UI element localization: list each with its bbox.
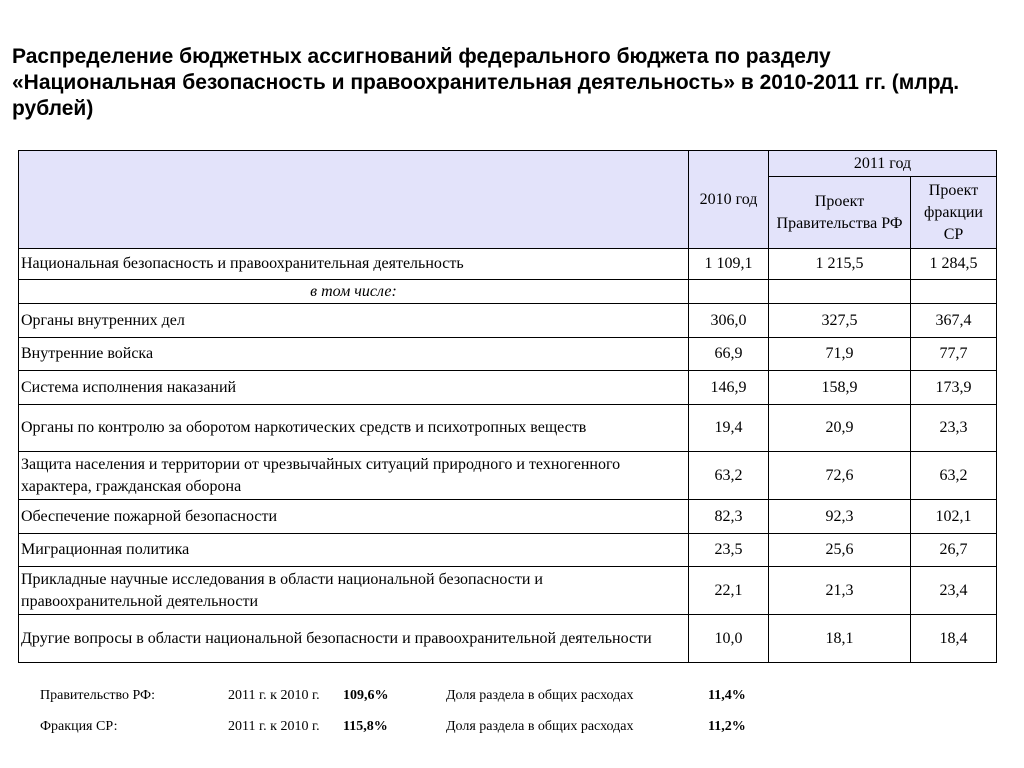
row-value-gov: 327,5 <box>769 304 911 338</box>
row-value-2010: 306,0 <box>689 304 769 338</box>
share-text: Доля раздела в общих расходах <box>446 719 634 734</box>
empty-cell <box>689 280 769 304</box>
row-value-sr: 77,7 <box>911 338 997 371</box>
share-text: Доля раздела в общих расходах <box>446 688 634 703</box>
share-value: 11,4% <box>708 688 746 703</box>
row-value-sr: 63,2 <box>911 452 997 500</box>
total-row-gov: 1 215,5 <box>769 249 911 280</box>
row-name: Миграционная политика <box>19 534 689 567</box>
empty-cell <box>911 280 997 304</box>
row-value-2010: 66,9 <box>689 338 769 371</box>
header-2011: 2011 год <box>769 151 997 177</box>
row-value-gov: 25,6 <box>769 534 911 567</box>
row-value-gov: 158,9 <box>769 371 911 405</box>
row-value-sr: 26,7 <box>911 534 997 567</box>
ratio-text: 2011 г. к 2010 г. <box>228 719 320 734</box>
row-value-sr: 173,9 <box>911 371 997 405</box>
header-blank-cell <box>19 151 689 249</box>
table-row <box>19 371 997 405</box>
row-name: Органы внутренних дел <box>19 304 689 338</box>
row-value-2010: 23,5 <box>689 534 769 567</box>
page-title: Распределение бюджетных ассигнований федерального бюджета по разделу «Национальная безопасность и правоохранительная деятельность» в 2010-2011 гг. (млрд. рублей) <box>12 45 960 120</box>
row-name: Система исполнения наказаний <box>19 371 689 405</box>
row-value-gov: 21,3 <box>769 567 911 615</box>
row-value-sr: 18,4 <box>911 615 997 663</box>
header-sr-project: Проект фракции СР <box>911 177 997 249</box>
row-name: Внутренние войска <box>19 338 689 371</box>
row-value-sr: 23,3 <box>911 405 997 452</box>
row-value-sr: 367,4 <box>911 304 997 338</box>
row-name: Обеспечение пожарной безопасности <box>19 500 689 534</box>
row-value-sr: 23,4 <box>911 567 997 615</box>
row-value-gov: 20,9 <box>769 405 911 452</box>
total-row-sr: 1 284,5 <box>911 249 997 280</box>
summary-label: Правительство РФ: <box>40 688 155 703</box>
header-gov-project: Проект Правительства РФ <box>769 177 911 249</box>
row-name: Органы по контролю за оборотом наркотических средств и психотропных веществ <box>19 405 689 452</box>
row-name: Другие вопросы в области национальной безопасности и правоохранительной деятельности <box>19 615 689 663</box>
header-2010: 2010 год <box>689 151 769 249</box>
total-row-name: Национальная безопасность и правоохранительная деятельность <box>19 249 689 280</box>
row-name: Прикладные научные исследования в области национальной безопасности и правоохранительной деятельности <box>19 567 689 615</box>
row-value-sr: 102,1 <box>911 500 997 534</box>
summary-label: Фракция СР: <box>40 719 118 734</box>
row-value-gov: 71,9 <box>769 338 911 371</box>
row-value-2010: 10,0 <box>689 615 769 663</box>
table-row <box>19 500 997 534</box>
empty-cell <box>769 280 911 304</box>
table-row <box>19 534 997 567</box>
ratio-value: 115,8% <box>343 719 388 734</box>
share-value: 11,2% <box>708 719 746 734</box>
budget-table <box>18 150 997 663</box>
row-value-2010: 146,9 <box>689 371 769 405</box>
table-row <box>19 615 997 663</box>
table-row <box>19 304 997 338</box>
table-row <box>19 567 997 615</box>
row-value-2010: 63,2 <box>689 452 769 500</box>
row-value-2010: 19,4 <box>689 405 769 452</box>
ratio-text: 2011 г. к 2010 г. <box>228 688 320 703</box>
table-row <box>19 452 997 500</box>
row-value-gov: 18,1 <box>769 615 911 663</box>
row-value-2010: 82,3 <box>689 500 769 534</box>
row-value-2010: 22,1 <box>689 567 769 615</box>
table-row <box>19 405 997 452</box>
row-name: Защита населения и территории от чрезвычайных ситуаций природного и техногенного характера, гражданская оборона <box>19 452 689 500</box>
including-label: в том числе: <box>19 280 689 304</box>
row-value-gov: 92,3 <box>769 500 911 534</box>
ratio-value: 109,6% <box>343 688 389 703</box>
total-row-2010: 1 109,1 <box>689 249 769 280</box>
table-row <box>19 338 997 371</box>
row-value-gov: 72,6 <box>769 452 911 500</box>
